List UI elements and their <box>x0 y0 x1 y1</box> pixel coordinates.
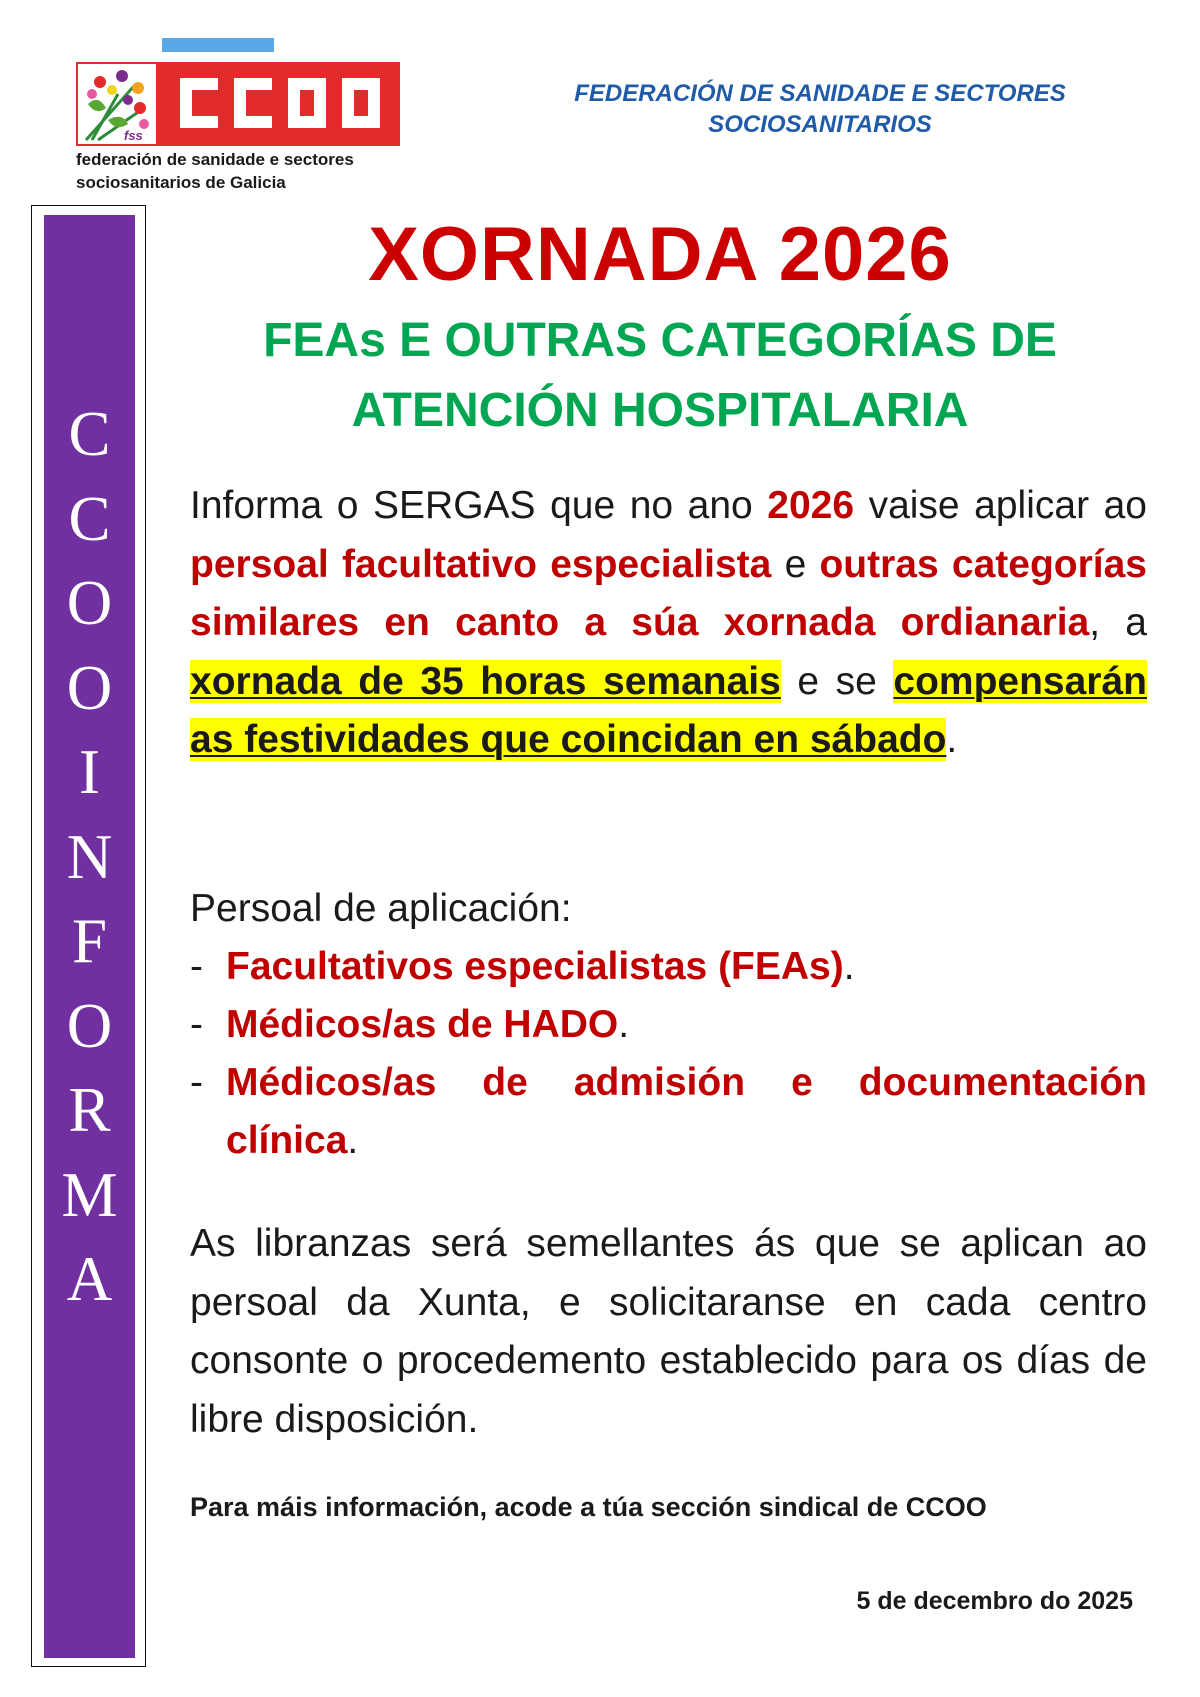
sidebar-letter: N <box>66 821 113 892</box>
ccoo-wordmark-icon <box>170 72 390 134</box>
subtitle-line1: FEAs E OUTRAS CATEGORÍAS DE <box>263 314 1057 367</box>
federation-header <box>500 78 1140 140</box>
year-emphasis: 2026 <box>767 484 855 527</box>
list-item: - Médicos/as de admisión e documentación clínica. <box>190 1061 1147 1162</box>
sidebar-letter: O <box>66 568 113 638</box>
sidebar-letter: A <box>66 1244 113 1314</box>
ccoo-logo <box>76 38 406 193</box>
intro-text: e se <box>780 659 894 703</box>
svg-text:fss: fss <box>124 128 143 143</box>
logo-blue-bar <box>162 38 274 52</box>
page-subtitle <box>160 306 1160 446</box>
intro-text: vaise aplicar ao <box>854 484 1147 527</box>
sidebar-letter: O <box>66 990 113 1061</box>
sidebar-letter: O <box>66 652 113 723</box>
intro-text: . <box>946 718 958 761</box>
compensation-highlight: compensarán as festividades que coincidan en sábado <box>190 659 1148 761</box>
document-date: 5 de decembro do 2025 <box>856 1587 1133 1615</box>
list-item-text: Médicos/as de admisión e documentación clínica <box>226 1061 1147 1162</box>
logo-subtitle <box>76 148 354 194</box>
sidebar-letter: F <box>71 906 108 976</box>
application-label: Persoal de aplicación: <box>190 887 572 930</box>
list-item-text: Facultativos especialistas (FEAs) <box>226 945 844 988</box>
application-list <box>190 938 1147 1170</box>
sidebar-ccoo-informa <box>44 392 135 1322</box>
sidebar-letter: R <box>68 1075 111 1145</box>
sidebar-letter: C <box>68 399 111 469</box>
list-item: - Médicos/as de HADO. <box>190 1003 630 1046</box>
staff-emphasis: persoal facultativo especialista <box>190 542 772 586</box>
intro-text: Informa o SERGAS que no ano <box>190 484 768 527</box>
federation-line1: FEDERACIÓN DE SANIDADE E SECTORES <box>574 80 1066 107</box>
intro-text: e <box>771 542 820 586</box>
fss-flower-icon <box>78 64 156 144</box>
logo-subtitle-line1: federación de sanidade e sectores <box>76 150 354 169</box>
list-item-text: Médicos/as de HADO <box>226 1003 619 1046</box>
sidebar-letter: M <box>61 1159 118 1230</box>
leave-paragraph: As libranzas será semellantes ás que se aplican ao persoal da Xunta, e solicitaranse en cada centro consonte o procedemento establecido para os días de libre disposición. <box>190 1222 1147 1441</box>
subtitle-line2: ATENCIÓN HOSPITALARIA <box>351 384 969 437</box>
sidebar-letter: I <box>79 737 100 807</box>
intro-text: , a <box>1089 601 1147 644</box>
logo-subtitle-line2: sociosanitarios de Galicia <box>76 173 286 192</box>
federation-line2: SOCIOSANITARIOS <box>708 111 932 138</box>
list-item: - Facultativos especialistas (FEAs). <box>190 945 855 988</box>
sidebar-letter: C <box>68 483 111 554</box>
page-title: XORNADA 2026 <box>368 212 952 297</box>
hours-highlight: xornada de 35 horas semanais <box>190 659 781 703</box>
footer-info: Para máis información, acode a túa sección sindical de CCOO <box>190 1492 987 1522</box>
categories-emphasis: outras categorías similares en canto a súa xornada ordianaria <box>190 542 1147 644</box>
intro-paragraph <box>190 477 1147 770</box>
